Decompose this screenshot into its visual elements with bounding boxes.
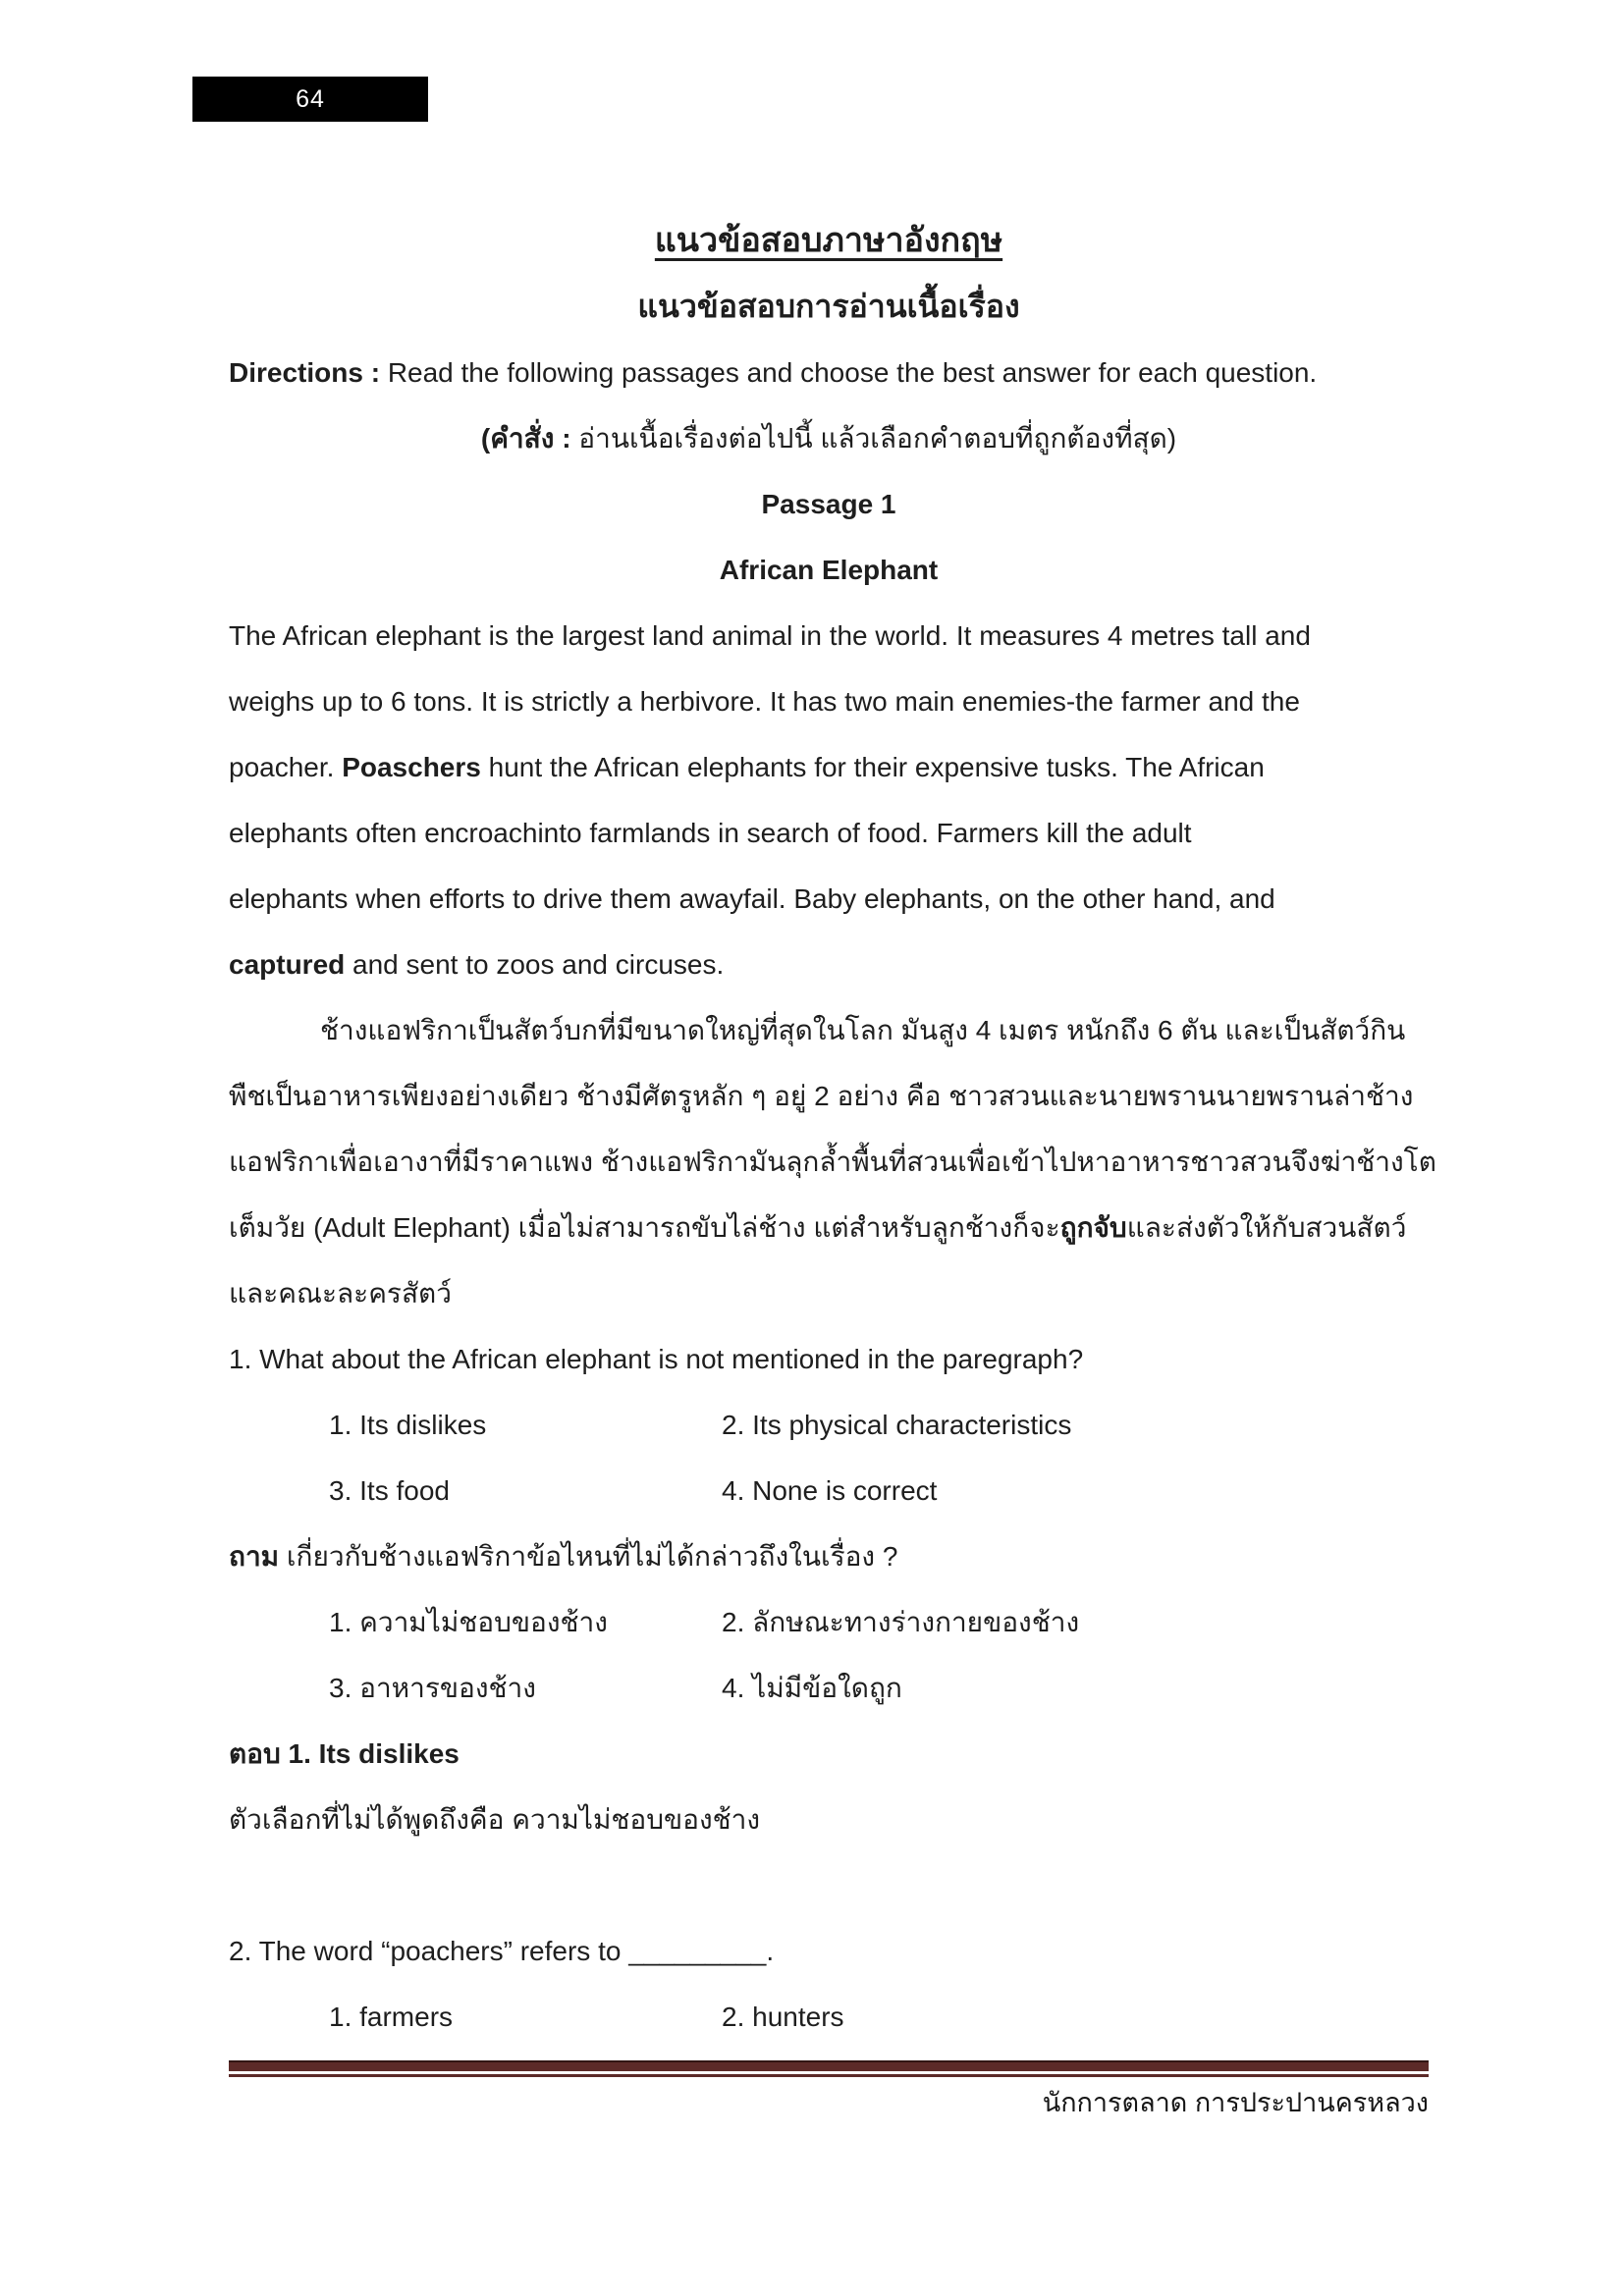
- text-run: เต็มวัย (Adult Elephant) เมื่อไม่สามารถขับไล่ช้าง แต่สำหรับลูกช้างก็จะ: [229, 1212, 1060, 1243]
- spacer-line: [229, 1852, 1429, 1918]
- text-run: 3. อาหารของช้าง: [329, 1673, 536, 1703]
- text-run: 2. ลักษณะทางร่างกายของช้าง: [722, 1607, 1080, 1637]
- text-run: 1. ความไม่ชอบของช้าง: [329, 1607, 608, 1637]
- passage-line: [229, 603, 1429, 668]
- text-run: 3. Its food: [329, 1475, 450, 1506]
- choice-item: [329, 1589, 722, 1655]
- footer-credit: นักการตลาด การประปานครหลวง: [1042, 2088, 1429, 2117]
- choice-row: [229, 1392, 1429, 1458]
- text-run: ช้างแอฟริกาเป็นสัตว์บกที่มีขนาดใหญ่ที่สุดในโลก มันสูง 4 เมตร หนักถึง 6 ตัน และเป็นสัตว์กิน: [320, 1015, 1406, 1045]
- text-run: elephants often encroachinto farmlands in search of food. Farmers kill the adult: [229, 818, 1192, 848]
- text-run: 2. hunters: [722, 2002, 844, 2032]
- choice-row: [229, 1458, 1429, 1523]
- text-run: 4. None is correct: [722, 1475, 938, 1506]
- page-number-badge: 64: [192, 77, 428, 122]
- text-run: 4. ไม่มีข้อใดถูก: [722, 1673, 902, 1703]
- answer-line: [229, 1721, 1429, 1787]
- text-run: Passage 1: [761, 489, 896, 519]
- choice-row: [229, 1984, 1429, 2050]
- text-run: elephants when efforts to drive them awayfail. Baby elephants, on the other hand, and: [229, 883, 1275, 914]
- text-run: Directions :: [229, 357, 388, 388]
- choice-item: [329, 1392, 722, 1458]
- choice-item: [329, 1984, 722, 2050]
- page-title: แนวข้อสอบภาษาอังกฤษ: [654, 222, 1003, 259]
- text-run: 2. The word “poachers” refers to _________.: [229, 1936, 775, 1966]
- footer-rule-thick-bar: [229, 2060, 1429, 2071]
- text-run: Read the following passages and choose the best answer for each question.: [387, 357, 1318, 388]
- page-subtitle: แนวข้อสอบการอ่านเนื้อเรื่อง: [637, 289, 1020, 324]
- passage-line: [229, 800, 1429, 866]
- document-content: [229, 208, 1436, 2050]
- translation-line: [229, 1129, 1436, 1195]
- footer-rule-thin-bar: [229, 2074, 1429, 2077]
- text-run: พืชเป็นอาหารเพียงอย่างเดียว ช้างมีศัตรูหลัก ๆ อยู่ 2 อย่าง คือ ชาวสวนและนายพรานนายพรานล่าช้าง: [229, 1081, 1414, 1111]
- passage-line: [229, 734, 1429, 800]
- text-run: ตัวเลือกที่ไม่ได้พูดถึงคือ ความไม่ชอบของช้าง: [229, 1804, 761, 1835]
- directions-line: [229, 340, 1429, 405]
- text-run: The African elephant is the largest land animal in the world. It measures 4 metres tall and: [229, 620, 1311, 651]
- text-run: แอฟริกาเพื่อเอางาที่มีราคาแพง ช้างแอฟริกามันลุกล้ำพื้นที่สวนเพื่อเข้าไปหาอาหารชาวสวนจึงฆ่าช้างโต: [229, 1147, 1436, 1177]
- text-run: เกี่ยวกับช้างแอฟริกาข้อไหนที่ไม่ได้กล่าวถึงในเรื่อง ?: [286, 1541, 898, 1572]
- choice-item: [329, 1458, 722, 1523]
- choice-row: [229, 1589, 1429, 1655]
- text-run: 1. Its dislikes: [329, 1410, 487, 1440]
- choice-item: [722, 1392, 1071, 1458]
- choice-item: [329, 1655, 722, 1721]
- question-line: [229, 1326, 1429, 1392]
- translation-line: [229, 1260, 1429, 1326]
- text-run: Poaschers: [342, 752, 481, 782]
- text-run: 1. farmers: [329, 2002, 454, 2032]
- passage-line: [229, 866, 1429, 932]
- text-run: and sent to zoos and circuses.: [345, 949, 725, 980]
- thai-directions-line: [229, 405, 1429, 471]
- text-run: hunt the African elephants for their expensive tusks. The African: [480, 752, 1265, 782]
- question-line: [229, 1918, 1429, 1984]
- passage-title: [229, 537, 1429, 603]
- text-run: และส่งตัวให้กับสวนสัตว์: [1126, 1212, 1407, 1243]
- text-run: captured: [229, 949, 346, 980]
- translation-line: [229, 1063, 1429, 1129]
- passage-line: [229, 668, 1429, 734]
- footer-rule: [229, 2060, 1429, 2077]
- text-run: poacher.: [229, 752, 343, 782]
- text-run: ถูกจับ: [1059, 1212, 1127, 1243]
- choice-row: [229, 1655, 1429, 1721]
- choice-item: [722, 1984, 844, 2050]
- text-run: weighs up to 6 tons. It is strictly a herbivore. It has two main enemies-the farmer and the: [229, 686, 1300, 717]
- text-run: 1. What about the African elephant is not mentioned in the paregraph?: [229, 1344, 1084, 1374]
- text-run: ถาม: [229, 1541, 287, 1572]
- explanation-line: [229, 1787, 1429, 1852]
- choice-item: [722, 1655, 902, 1721]
- translation-line: [229, 1195, 1429, 1260]
- passage-heading: [229, 471, 1429, 537]
- text-run: African Elephant: [719, 555, 939, 585]
- text-run: (คำสั่ง :: [480, 423, 579, 454]
- document-blocks: [229, 340, 1436, 2050]
- question-line-thai: [229, 1523, 1429, 1589]
- choice-item: [722, 1458, 937, 1523]
- text-run: อ่านเนื้อเรื่องต่อไปนี้ แล้วเลือกคำตอบที่ถูกต้องที่สุด): [578, 423, 1177, 454]
- text-run: 2. Its physical characteristics: [722, 1410, 1072, 1440]
- passage-line: [229, 932, 1429, 997]
- text-run: และคณะละครสัตว์: [229, 1278, 452, 1308]
- choice-item: [722, 1589, 1079, 1655]
- text-run: ตอบ 1. Its dislikes: [229, 1738, 460, 1769]
- translation-line: [229, 997, 1429, 1063]
